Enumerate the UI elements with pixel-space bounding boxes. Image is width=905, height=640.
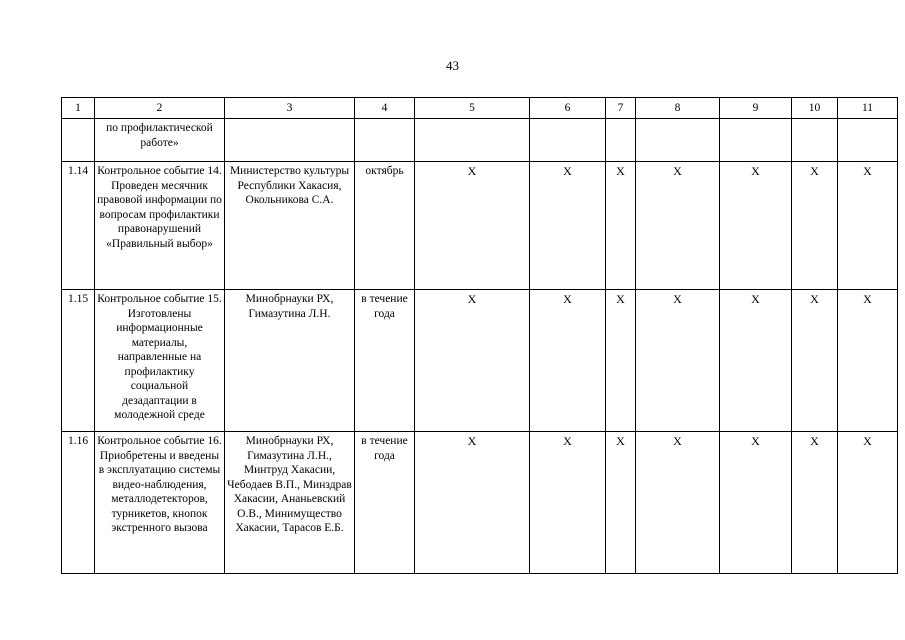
header-cell: 1: [62, 98, 95, 119]
mark-cell: Х: [720, 290, 792, 432]
mark-cell: Х: [530, 162, 606, 290]
mark-cell: [606, 119, 636, 162]
row-number: 1.16: [62, 432, 95, 574]
responsible-cell: Минобрнауки РХ, Гимазутина Л.Н.: [225, 290, 355, 432]
table-row: [62, 432, 898, 574]
term-cell: в течение года: [355, 432, 415, 574]
event-cell: Контрольное событие 16. Приобретены и введены в эксплуатацию системы видео-наблюдения, металлодетекторов, турникетов, кнопок экстренного вызова: [95, 432, 225, 574]
header-cell: 3: [225, 98, 355, 119]
mark-cell: [530, 119, 606, 162]
mark-cell: Х: [838, 432, 898, 574]
mark-cell: Х: [415, 432, 530, 574]
header-cell: 10: [792, 98, 838, 119]
mark-cell: Х: [636, 290, 720, 432]
mark-cell: Х: [530, 432, 606, 574]
page-number: 43: [446, 58, 459, 73]
header-cell: 6: [530, 98, 606, 119]
mark-cell: Х: [636, 162, 720, 290]
mark-cell: Х: [792, 290, 838, 432]
plan-table: [61, 97, 898, 574]
mark-cell: [792, 119, 838, 162]
header-cell: 9: [720, 98, 792, 119]
responsible-cell: [225, 119, 355, 162]
event-cell: по профилактической работе»: [95, 119, 225, 162]
event-cell: Контрольное событие 15. Изготовлены информационные материалы, направленные на профилактику социальной дезадаптации в молодежной среде: [95, 290, 225, 432]
mark-cell: Х: [792, 162, 838, 290]
responsible-cell: Министерство культуры Республики Хакасия, Окольникова С.А.: [225, 162, 355, 290]
mark-cell: [415, 119, 530, 162]
table-row: [62, 162, 898, 290]
mark-cell: [636, 119, 720, 162]
mark-cell: [720, 119, 792, 162]
header-cell: 11: [838, 98, 898, 119]
mark-cell: Х: [838, 290, 898, 432]
term-cell: [355, 119, 415, 162]
mark-cell: Х: [720, 432, 792, 574]
mark-cell: Х: [838, 162, 898, 290]
mark-cell: Х: [606, 290, 636, 432]
mark-cell: Х: [606, 162, 636, 290]
mark-cell: Х: [792, 432, 838, 574]
mark-cell: Х: [415, 290, 530, 432]
header-cell: 5: [415, 98, 530, 119]
mark-cell: Х: [636, 432, 720, 574]
mark-cell: Х: [530, 290, 606, 432]
header-cell: 7: [606, 98, 636, 119]
row-number: [62, 119, 95, 162]
header-cell: 8: [636, 98, 720, 119]
mark-cell: Х: [415, 162, 530, 290]
term-cell: в течение года: [355, 290, 415, 432]
row-number: 1.15: [62, 290, 95, 432]
continuation-row: [62, 119, 898, 162]
row-number: 1.14: [62, 162, 95, 290]
mark-cell: [838, 119, 898, 162]
header-row: [62, 98, 898, 119]
term-cell: октябрь: [355, 162, 415, 290]
header-cell: 4: [355, 98, 415, 119]
table-row: [62, 290, 898, 432]
event-cell: Контрольное событие 14. Проведен месячник правовой информации по вопросам профилактики правонарушений «Правильный выбор»: [95, 162, 225, 290]
mark-cell: Х: [606, 432, 636, 574]
responsible-cell: Минобрнауки РХ, Гимазутина Л.Н., Минтруд Хакасии, Чебодаев В.П., Минздрав Хакасии, Ананьевский О.В., Минимущество Хакасии, Тарасов Е.Б.: [225, 432, 355, 574]
header-cell: 2: [95, 98, 225, 119]
mark-cell: Х: [720, 162, 792, 290]
